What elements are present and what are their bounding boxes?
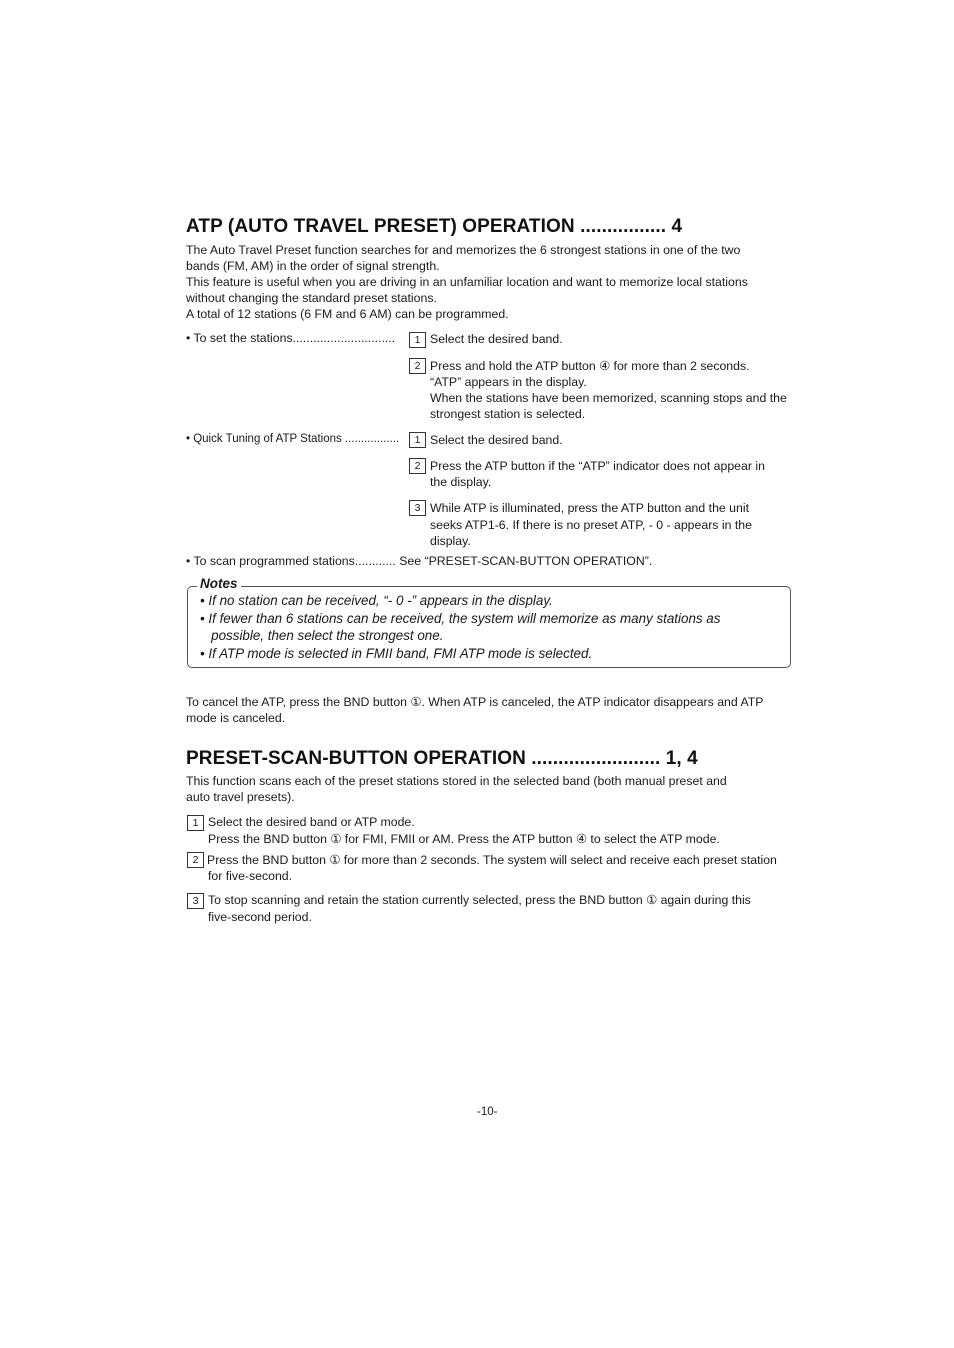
note-item: • If no station can be received, “- 0 -” appears in the display.: [200, 593, 553, 608]
scan-step-1-text: [208, 814, 720, 848]
step-line: for five-second.: [208, 869, 293, 883]
scan-step-2-text: [207, 852, 777, 884]
notes-list: [200, 592, 720, 662]
set-step-1-text: [430, 331, 563, 347]
scan-programmed-line: • To scan programmed stations............ See “PRESET-SCAN-BUTTON OPERATION”.: [186, 554, 653, 568]
scan-intro-line: auto travel presets).: [186, 790, 295, 804]
scan-step-3-text: [208, 892, 751, 926]
step-line: Select the desired band or ATP mode.: [208, 815, 415, 829]
step-number: 3: [409, 500, 426, 516]
set-stations-label: • To set the stations..............................: [186, 331, 396, 345]
step-line: Press the BND button ① for more than 2 seconds. The system will select and receive each preset station: [207, 853, 777, 867]
set-step-2-text: [430, 358, 787, 422]
step-line: Select the desired band.: [430, 332, 563, 346]
step-line: Select the desired band.: [430, 433, 563, 447]
step-line: display.: [430, 534, 471, 548]
step-line: While ATP is illuminated, press the ATP button and the unit: [430, 501, 749, 515]
step-line: Press and hold the ATP button ④ for more than 2 seconds.: [430, 359, 750, 373]
cancel-atp-text: [186, 694, 763, 726]
step-number: 2: [187, 852, 204, 868]
quick-step-3-text: [430, 500, 752, 550]
step-line: Press the BND button ① for FMI, FMII or AM. Press the ATP button ④ to select the ATP mode.: [208, 832, 720, 846]
atp-intro-line: without changing the standard preset stations.: [186, 291, 437, 305]
cancel-line: mode is canceled.: [186, 711, 286, 725]
preset-scan-intro: [186, 773, 727, 805]
step-line: To stop scanning and retain the station currently selected, press the BND button ① again during this: [208, 893, 751, 907]
atp-intro: [186, 242, 748, 322]
atp-intro-line: The Auto Travel Preset function searches for and memorizes the 6 strongest stations in one of the two: [186, 243, 741, 257]
step-number: 1: [409, 332, 426, 348]
step-line: When the stations have been memorized, scanning stops and the: [430, 391, 787, 405]
page-number: -10-: [477, 1106, 498, 1118]
step-number: 2: [409, 358, 426, 374]
step-line: strongest station is selected.: [430, 407, 586, 421]
atp-intro-line: bands (FM, AM) in the order of signal strength.: [186, 259, 440, 273]
atp-section-title: ATP (AUTO TRAVEL PRESET) OPERATION ................ 4: [186, 216, 683, 237]
step-line: the display.: [430, 475, 492, 489]
quick-tuning-label: • Quick Tuning of ATP Stations .................: [186, 433, 400, 445]
note-item: possible, then select the strongest one.: [200, 628, 444, 643]
atp-intro-line: This feature is useful when you are driving in an unfamiliar location and want to memorize local stations: [186, 275, 748, 289]
step-number: 1: [409, 432, 426, 448]
step-line: seeks ATP1-6. If there is no preset ATP, - 0 - appears in the: [430, 517, 752, 532]
quick-step-1-text: [430, 432, 563, 448]
step-number: 1: [187, 815, 204, 831]
note-item: • If fewer than 6 stations can be received, the system will memorize as many stations as: [200, 610, 721, 626]
atp-intro-line: A total of 12 stations (6 FM and 6 AM) can be programmed.: [186, 307, 509, 321]
scan-intro-line: This function scans each of the preset stations stored in the selected band (both manual preset and: [186, 774, 727, 788]
step-line: “ATP” appears in the display.: [430, 375, 587, 389]
notes-title: Notes: [197, 576, 241, 591]
cancel-line: To cancel the ATP, press the BND button ①. When ATP is canceled, the ATP indicator disappears and ATP: [186, 695, 764, 709]
step-line: Press the ATP button if the “ATP” indicator does not appear in: [430, 459, 765, 473]
note-item: • If ATP mode is selected in FMII band, FMI ATP mode is selected.: [200, 645, 593, 661]
preset-scan-section-title: PRESET-SCAN-BUTTON OPERATION ........................ 1, 4: [186, 748, 698, 769]
step-line: five-second period.: [208, 910, 312, 924]
quick-step-2-text: [430, 458, 765, 490]
step-number: 3: [187, 893, 204, 909]
step-number: 2: [409, 458, 426, 474]
